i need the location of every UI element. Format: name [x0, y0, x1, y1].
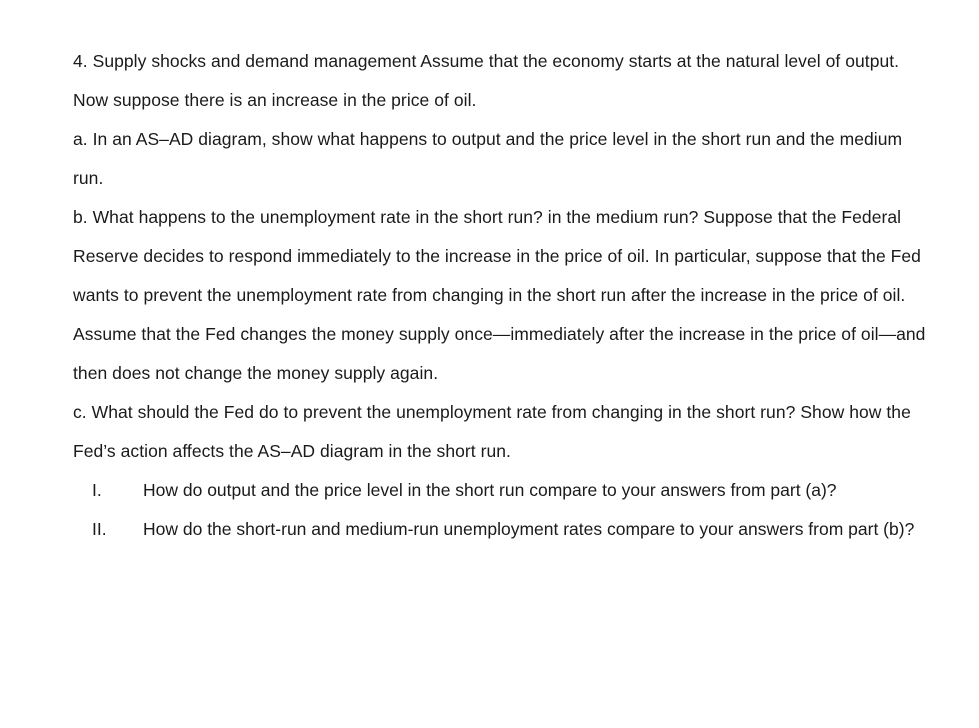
subpart-item-1: [73, 471, 933, 510]
subpart-list: [73, 471, 933, 549]
part-b-text: b. What happens to the unemployment rate in the short run? in the medium run? Suppose that the Federal Reserve decides to respond immediately to the increase in the price of oil. In particular, suppose that the Fed wants to prevent the unemployment rate from changing in the short run after the increase in the price of oil. Assume that the Fed changes the money supply once—immediately after the increase in the price of oil—and then does not change the money supply again.: [73, 207, 926, 383]
subpart-item-2: [73, 510, 933, 549]
subpart-text-1: How do output and the price level in the short run compare to your answers from part (a)?: [143, 480, 837, 500]
question-heading: 4. Supply shocks and demand management Assume that the economy starts at the natural level of output.: [73, 51, 900, 71]
subpart-marker-1: I.: [92, 480, 102, 500]
part-a-text: a. In an AS–AD diagram, show what happens to output and the price level in the short run and the medium run.: [73, 129, 903, 188]
part-c-text: c. What should the Fed do to prevent the unemployment rate from changing in the short run? Show how the Fed’s action affects the AS–AD diagram in the short run.: [73, 402, 911, 461]
question-intro: Now suppose there is an increase in the price of oil.: [73, 90, 477, 110]
question-document: [73, 42, 933, 549]
subpart-text-2: How do the short-run and medium-run unemployment rates compare to your answers from part (b)?: [143, 519, 915, 539]
subpart-marker-2: II.: [92, 519, 107, 539]
